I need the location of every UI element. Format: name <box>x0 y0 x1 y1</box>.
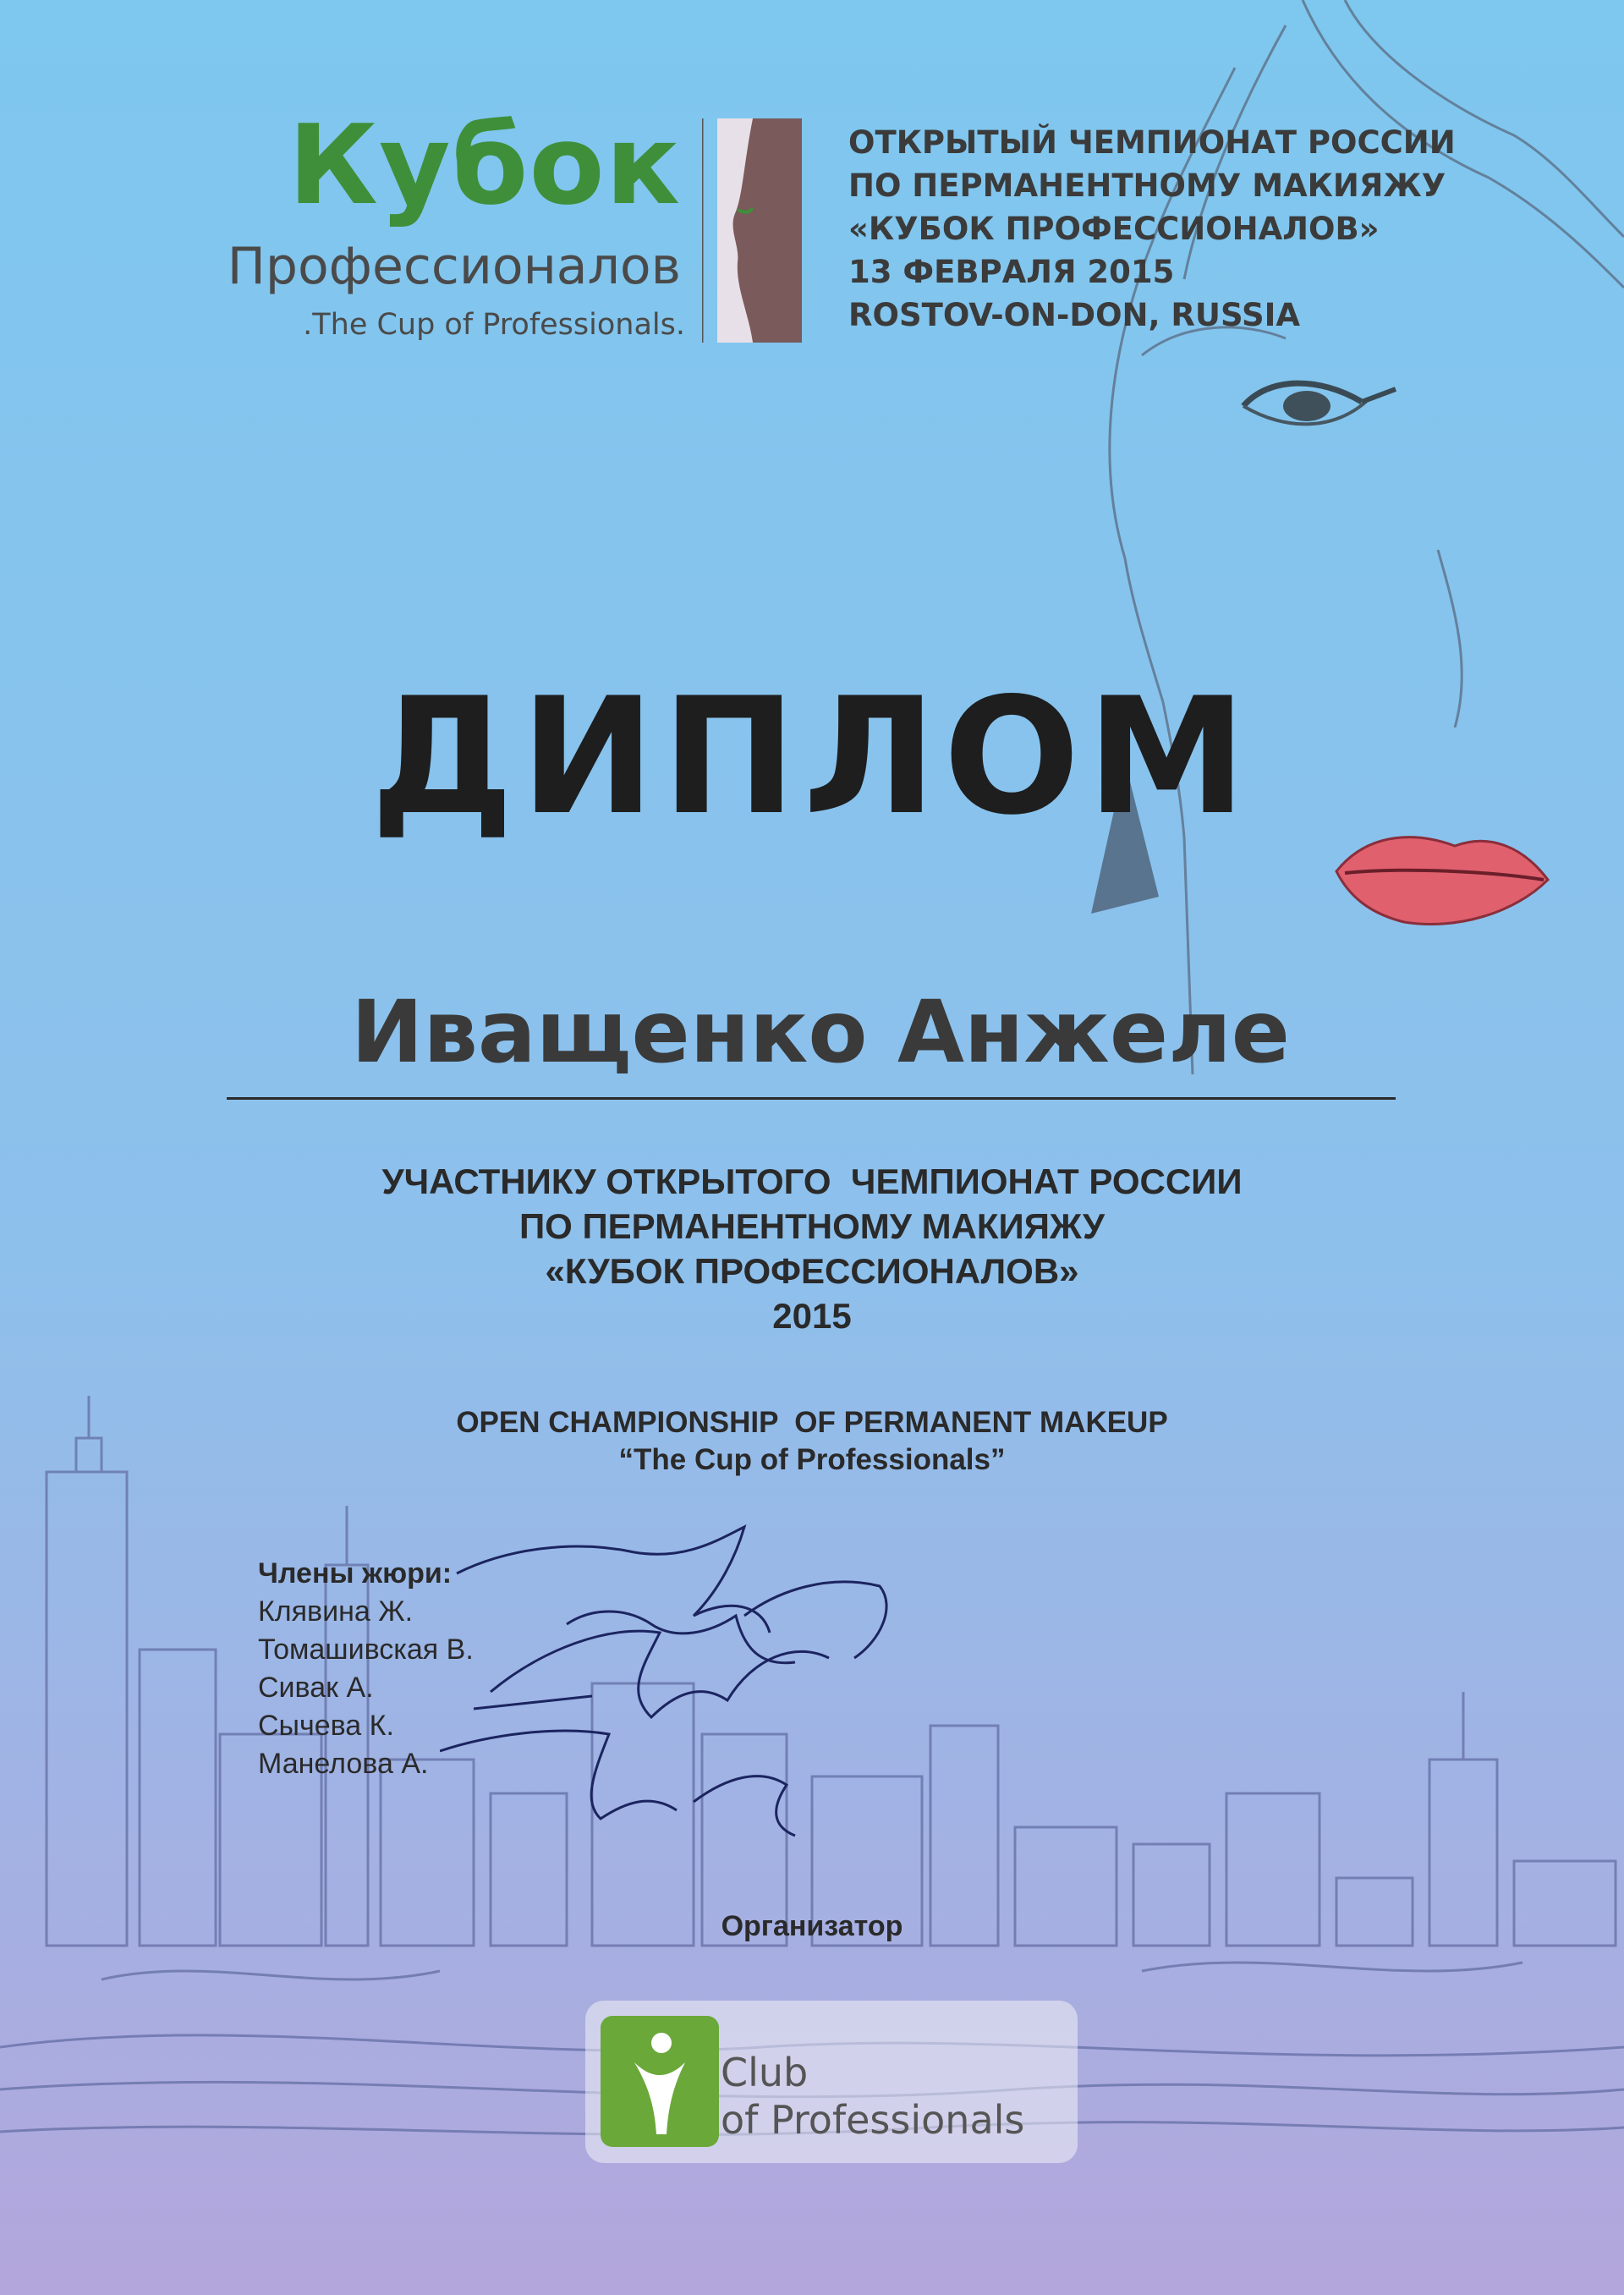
diploma-title: ДИПЛОМ <box>370 663 1254 850</box>
jury-member: Сычева К. <box>258 1710 394 1742</box>
club-figure-icon <box>601 2016 719 2147</box>
award-year: 2015 <box>772 1296 852 1336</box>
jury-member: Манелова А. <box>258 1748 429 1780</box>
award-line: ПО ПЕРМАНЕНТНОМУ МАКИЯЖУ <box>518 1206 1106 1246</box>
award-text-russian <box>169 1159 1455 1338</box>
logo-tagline: .The Cup of Professionals. <box>303 308 685 342</box>
award-line: УЧАСТНИКУ ОТКРЫТОГО ЧЕМПИОНАТ РОССИИ <box>381 1161 1243 1201</box>
logo-title: Кубок <box>288 101 681 229</box>
event-line: ПО ПЕРМАНЕНТНОМУ МАКИЯЖУ <box>848 167 1446 204</box>
event-line: ОТКРЫТЫЙ ЧЕМПИОНАТ РОССИИ <box>848 124 1456 161</box>
award-text-english <box>169 1404 1455 1479</box>
jury-member: Томашивская В. <box>258 1633 474 1666</box>
award-line: «КУБОК ПРОФЕССИОНАЛОВ» <box>545 1251 1079 1291</box>
event-line: «КУБОК ПРОФЕССИОНАЛОВ» <box>848 211 1380 247</box>
jury-member: Клявина Ж. <box>258 1595 414 1628</box>
organizer-label: Организатор <box>721 1910 903 1942</box>
event-date: 13 ФЕВРАЛЯ 2015 <box>848 254 1175 290</box>
organizer-logo-line1: Club <box>721 2050 809 2095</box>
event-location: ROSTOV-ON-DON, RUSSIA <box>848 297 1301 333</box>
handwritten-signatures <box>440 1523 964 1878</box>
jury-member: Сивак А. <box>258 1672 374 1704</box>
face-profile-logo-icon <box>702 118 804 343</box>
logo-subtitle: Профессионалов <box>227 237 681 296</box>
organizer-logo <box>585 2001 1078 2163</box>
award-line: “The Cup of Professionals” <box>618 1443 1006 1476</box>
recipient-underline <box>227 1097 1396 1100</box>
award-line: OPEN CHAMPIONSHIP OF PERMANENT MAKEUP <box>456 1406 1168 1439</box>
recipient-name: Иващенко Анжеле <box>351 982 1290 1083</box>
jury-heading: Члены жюри: <box>258 1557 453 1589</box>
event-header <box>848 121 1491 337</box>
organizer-logo-line2: of Professionals <box>721 2097 1025 2143</box>
